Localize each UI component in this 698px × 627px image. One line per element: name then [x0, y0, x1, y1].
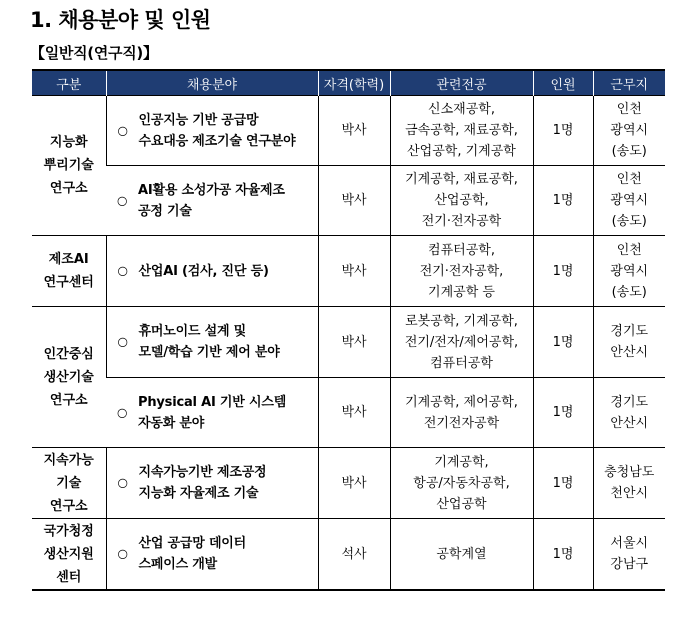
- table-row: [32, 166, 665, 236]
- majors-cell: 컴퓨터공학, 전기·전자공학, 기계공학 등: [390, 236, 533, 307]
- degree-cell: 박사: [318, 236, 390, 307]
- group-name: 인간중심 생산기술 연구소: [32, 307, 106, 448]
- majors-cell: 신소재공학, 금속공학, 재료공학, 산업공학, 기계공학: [390, 96, 533, 166]
- field-cell: ○ 휴머노이드 설계 및 모델/학습 기반 제어 분야: [106, 307, 318, 378]
- field-cell: ○ 지속가능기반 제조공정 지능화 자율제조 기술: [106, 448, 318, 519]
- location-cell: 인천 광역시 (송도): [593, 236, 665, 307]
- bullet-icon: ○: [117, 405, 128, 419]
- table-row: [32, 519, 665, 591]
- section-subtitle: 【일반직(연구직)】: [30, 44, 158, 62]
- header-division: 구분: [32, 70, 106, 96]
- count-cell: 1명: [533, 307, 593, 378]
- degree-cell: 박사: [318, 378, 390, 448]
- degree-cell: 박사: [318, 166, 390, 236]
- degree-cell: 박사: [318, 307, 390, 378]
- header-count: 인원: [533, 70, 593, 96]
- degree-cell: 석사: [318, 519, 390, 591]
- bullet-icon: ○: [117, 263, 128, 278]
- field-cell: ○ Physical AI 기반 시스템 자동화 분야: [106, 378, 318, 448]
- location-cell: 경기도 안산시: [593, 378, 665, 448]
- location-cell: 인천 광역시 (송도): [593, 166, 665, 236]
- bullet-icon: ○: [117, 123, 128, 137]
- page-title: 1. 채용분야 및 인원: [30, 8, 211, 32]
- field-cell: ○ 산업AI (검사, 진단 등): [106, 236, 318, 307]
- header-field: 채용분야: [106, 70, 318, 96]
- location-cell: 서울시 강남구: [593, 519, 665, 591]
- group-name: 제조AI 연구센터: [32, 236, 106, 307]
- field-cell: ○ AI활용 소성가공 자율제조 공정 기술: [106, 166, 318, 236]
- degree-cell: 박사: [318, 448, 390, 519]
- location-cell: 경기도 안산시: [593, 307, 665, 378]
- table-row: [32, 378, 665, 448]
- header-majors: 관련전공: [390, 70, 533, 96]
- field-cell: ○ 인공지능 기반 공급망 수요대응 제조기술 연구분야: [106, 96, 318, 166]
- group-name: 국가청정 생산지원 센터: [32, 519, 106, 591]
- count-cell: 1명: [533, 448, 593, 519]
- location-cell: 인천 광역시 (송도): [593, 96, 665, 166]
- bullet-icon: ○: [117, 546, 128, 561]
- majors-cell: 기계공학, 재료공학, 산업공학, 전기·전자공학: [390, 166, 533, 236]
- field-cell: ○ 산업 공급망 데이터 스페이스 개발: [106, 519, 318, 591]
- recruitment-table: [32, 69, 665, 591]
- bullet-icon: ○: [117, 475, 128, 490]
- count-cell: 1명: [533, 519, 593, 591]
- table-row: [32, 448, 665, 519]
- count-cell: 1명: [533, 166, 593, 236]
- degree-cell: 박사: [318, 96, 390, 166]
- table-row: [32, 96, 665, 166]
- bullet-icon: ○: [117, 334, 128, 349]
- location-cell: 충청남도 천안시: [593, 448, 665, 519]
- count-cell: 1명: [533, 378, 593, 448]
- table-row: [32, 236, 665, 307]
- group-name: 지능화 뿌리기술 연구소: [32, 96, 106, 236]
- bullet-icon: ○: [117, 193, 128, 207]
- majors-cell: 기계공학, 항공/자동차공학, 산업공학: [390, 448, 533, 519]
- table-row: [32, 307, 665, 378]
- header-degree: 자격(학력): [318, 70, 390, 96]
- group-name: 지속가능 기술 연구소: [32, 448, 106, 519]
- count-cell: 1명: [533, 236, 593, 307]
- table-header-row: [32, 70, 665, 96]
- count-cell: 1명: [533, 96, 593, 166]
- majors-cell: 기계공학, 제어공학, 전기전자공학: [390, 378, 533, 448]
- majors-cell: 공학계열: [390, 519, 533, 591]
- majors-cell: 로봇공학, 기계공학, 전기/전자/제어공학, 컴퓨터공학: [390, 307, 533, 378]
- header-location: 근무지: [593, 70, 665, 96]
